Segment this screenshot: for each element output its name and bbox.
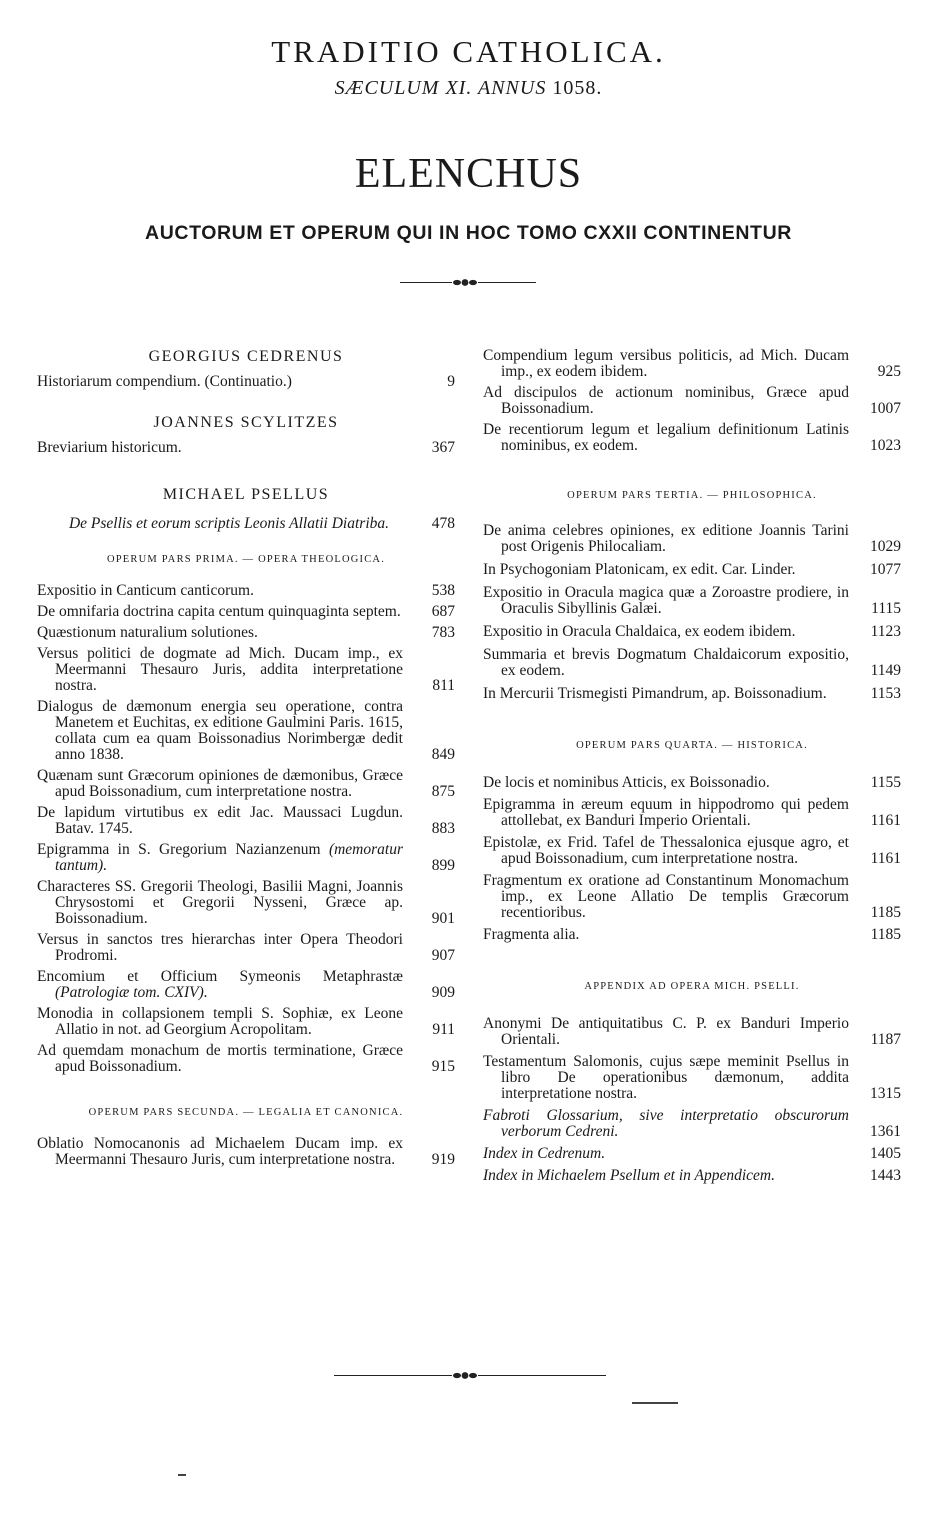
author-heading: GEORGIUS CEDRENUS [148,348,344,365]
entries-legalia-continued [483,348,901,454]
list-item [37,879,455,927]
entry-title: Quænam sunt Græcorum opiniones de dæmonibus, Græce apud Boissonadium, cum interpretatione nostra. [37,767,403,800]
entry-title: Epistolæ, ex Frid. Tafel de Thessalonica ejusque agro, et apud Boissonadium, cum interpretatione nostra. [483,834,849,867]
entry-title-note: (Patrologiæ tom. CXIV). [55,984,208,1001]
right-column [483,348,901,1184]
entry-title: Fragmentum ex oratione ad Constantinum Monomachum imp., ex Leone Allatio De templis Græcorum recentioribus. [483,872,849,921]
author-heading: JOANNES SCYLITZES [153,414,339,431]
print-speck [632,1402,678,1404]
entry-title: Historiarum compendium. (Continuatio.) [37,373,292,390]
entry-title [37,842,403,874]
entry-page: 367 [431,439,455,456]
entry-page: 1115 [871,600,901,617]
entry-page: 849 [431,746,455,763]
contents-subtitle: AUCTORUM ET OPERUM QUI IN HOC TOMO CXXII CONTINENTUR [145,222,792,244]
entry-title: In Mercurii Trismegisti Pimandrum, ap. Boissonadium. [483,685,827,702]
section-heading: OPERUM PARS QUARTA. — HISTORICA. [576,740,808,751]
section-heading: OPERUM PARS PRIMA. — OPERA THEOLOGICA. [106,554,386,565]
entry-title [37,969,403,1001]
entry-page: 1315 [870,1085,901,1102]
entry-page: 1405 [870,1145,901,1162]
list-item [37,516,455,532]
entry-title: Monodia in collapsionem templi S. Sophiæ, ex Leone Allatio in not. ad Georgium Acropolitam. [37,1005,403,1038]
elenchus-heading: ELENCHUS [354,151,583,197]
section-heading: OPERUM PARS TERTIA. — PHILOSOPHICA. [567,490,817,501]
entries-pars-tertia [483,523,901,702]
entry-page: 1123 [870,623,901,640]
entry-page: 478 [431,515,455,532]
entry-title: De recentiorum legum et legalium definitionum Latinis nominibus, ex eodem. [483,421,849,454]
entry-title: Versus in sanctos tres hierarchas inter Opera Theodori Prodromi. [37,931,403,964]
list-item [483,873,901,921]
list-item [37,583,455,599]
entry-page: 915 [431,1058,455,1075]
list-item [483,1054,901,1102]
list-item [483,1146,901,1162]
list-item [483,775,901,791]
entry-title: Testamentum Salomonis, cujus sæpe meminit Psellus in libro De operationibus dæmonum, addita interpretatione nostra. [483,1053,849,1102]
entry-page: 911 [432,1021,455,1038]
entry-title: Fragmenta alia. [483,926,580,943]
entry-page: 9 [447,373,455,390]
list-item [483,835,901,867]
entry-page: 1185 [870,926,901,943]
entry-title: Index in Cedrenum. [483,1145,606,1162]
list-item [483,927,901,943]
entry-title: De locis et nominibus Atticis, ex Boissonadio. [483,774,770,791]
entry-title: Ad quemdam monachum de mortis terminatione, Græce apud Boissonadium. [37,1042,403,1075]
list-item [37,932,455,964]
entry-page: 883 [431,820,455,837]
list-item [483,585,901,617]
list-item [37,440,455,456]
entry-title: Oblatio Nomocanonis ad Michaelem Ducam imp. ex Meermanni Thesauro Juris, cum interpretatione nostra. [37,1135,403,1168]
entry-title: Quæstionum naturalium solutiones. [37,624,258,641]
list-item [37,374,455,390]
ornament-rule-top [400,276,536,290]
entry-page: 1155 [870,774,901,791]
entry-title: Index in Michaelem Psellum et in Appendicem. [483,1167,775,1184]
list-item [37,699,455,763]
entry-page: 1187 [870,1031,901,1048]
entry-title-main: Epigramma in S. Gregorium Nazianzenum [37,841,321,858]
entry-title-note: (memoratur tantum). [55,841,403,874]
entry-title: Expositio in Canticum canticorum. [37,582,254,599]
section-heading: OPERUM PARS SECUNDA. — LEGALIA ET CANONICA. [88,1107,404,1118]
ornament-rule-bottom [334,1369,606,1383]
entry-title: Fabroti Glossarium, sive interpretatio obscurorum verborum Cedreni. [483,1107,849,1140]
left-column [37,348,455,1168]
entry-page: 811 [432,677,455,694]
author-heading: MICHAEL PSELLUS [162,486,330,503]
annus-year: 1058. [552,77,603,99]
entry-title: Anonymi De antiquitatibus C. P. ex Banduri Imperio Orientali. [483,1015,849,1048]
section-heading: APPENDIX AD OPERA MICH. PSELLI. [584,981,800,992]
list-item [483,1108,901,1140]
list-item [37,842,455,874]
ornament-knot-icon [452,278,478,287]
entry-page: 1007 [870,400,901,417]
list-item [37,805,455,837]
entry-title: Summaria et brevis Dogmatum Chaldaicorum expositio, ex eodem. [483,646,849,679]
list-item [483,624,901,640]
saeculum-line [0,77,937,100]
entry-title: Breviarium historicum. [37,439,182,456]
list-item [37,1136,455,1168]
entry-page: 538 [431,582,455,599]
entry-page: 899 [431,857,455,874]
entry-page: 1443 [870,1167,901,1184]
list-item [483,348,901,380]
list-item [37,969,455,1001]
saeculum-text: SÆCULUM XI. ANNUS [334,77,547,99]
entry-title: Characteres SS. Gregorii Theologi, Basilii Magni, Joannis Chrysostomi et Gregorii Nysseni, Græce ap. Boissonadium. [37,878,403,927]
entry-title: In Psychogoniam Platonicam, ex edit. Car. Linder. [483,561,796,578]
entry-title: De anima celebres opiniones, ex editione Joannis Tarini post Origenis Philocaliam. [483,522,849,555]
entry-page: 1023 [870,437,901,454]
list-item [37,625,455,641]
print-speck [178,1474,186,1476]
entry-title: De omnifaria doctrina capita centum quinquaginta septem. [37,603,401,620]
entry-title: Expositio in Oracula magica quæ a Zoroastre prodiere, in Oraculis Sibyllinis Galæi. [483,584,849,617]
entry-title: Dialogus de dæmonum energia seu operatione, contra Manetem et Euchitas, ex editione Gaulmini Paris. 1615, collata cum ea quam Boissonadius Norimbergæ dedit anno 1838. [37,698,403,763]
collection-title: TRADITIO CATHOLICA. [271,34,666,69]
entry-page: 1185 [870,904,901,921]
entries-appendix [483,1016,901,1184]
list-item [37,646,455,694]
ornament-knot-icon [452,1371,478,1380]
entry-title-main: Encomium et Officium Symeonis Metaphrastæ [37,968,403,985]
list-item [37,604,455,620]
entry-title: Epigramma in æreum equum in hippodromo qui pedem attollebat, ex Banduri Imperio Orientali. [483,796,849,829]
list-item [37,1006,455,1038]
entry-page: 1361 [870,1123,901,1140]
entry-page: 1029 [870,538,901,555]
list-item [483,686,901,702]
list-item [483,797,901,829]
list-item [483,523,901,555]
entry-page: 901 [431,910,455,927]
entry-page: 907 [431,947,455,964]
list-item [483,422,901,454]
entry-title: Compendium legum versibus politicis, ad Mich. Ducam imp., ex eodem ibidem. [483,347,849,380]
entry-page: 1153 [870,685,901,702]
entry-page: 783 [431,624,455,641]
entry-title: De Psellis et eorum scriptis Leonis Allatii Diatriba. [68,515,390,532]
entry-title: Versus politici de dogmate ad Mich. Ducam imp., ex Meermanni Thesauro Juris, addita interpretatione nostra. [37,645,403,694]
entries-pars-prima [37,583,455,1075]
entry-title: Expositio in Oracula Chaldaica, ex eodem ibidem. [483,623,796,640]
entry-title: Ad discipulos de actionum nominibus, Græce apud Boissonadium. [483,384,849,417]
entry-page: 919 [431,1151,455,1168]
list-item [483,562,901,578]
list-item [483,647,901,679]
list-item [483,1016,901,1048]
list-item [37,768,455,800]
entry-page: 925 [877,363,901,380]
entry-page: 1161 [870,812,901,829]
entry-title: De lapidum virtutibus ex edit Jac. Maussaci Lugdun. Batav. 1745. [37,804,403,837]
list-item [37,1043,455,1075]
entry-page: 1161 [870,850,901,867]
entry-page: 1077 [870,561,901,578]
entries-pars-quarta [483,775,901,943]
list-item [483,385,901,417]
entry-page: 1149 [870,662,901,679]
list-item [483,1168,901,1184]
entry-page: 875 [431,783,455,800]
entry-page: 909 [431,984,455,1001]
entry-page: 687 [431,603,455,620]
